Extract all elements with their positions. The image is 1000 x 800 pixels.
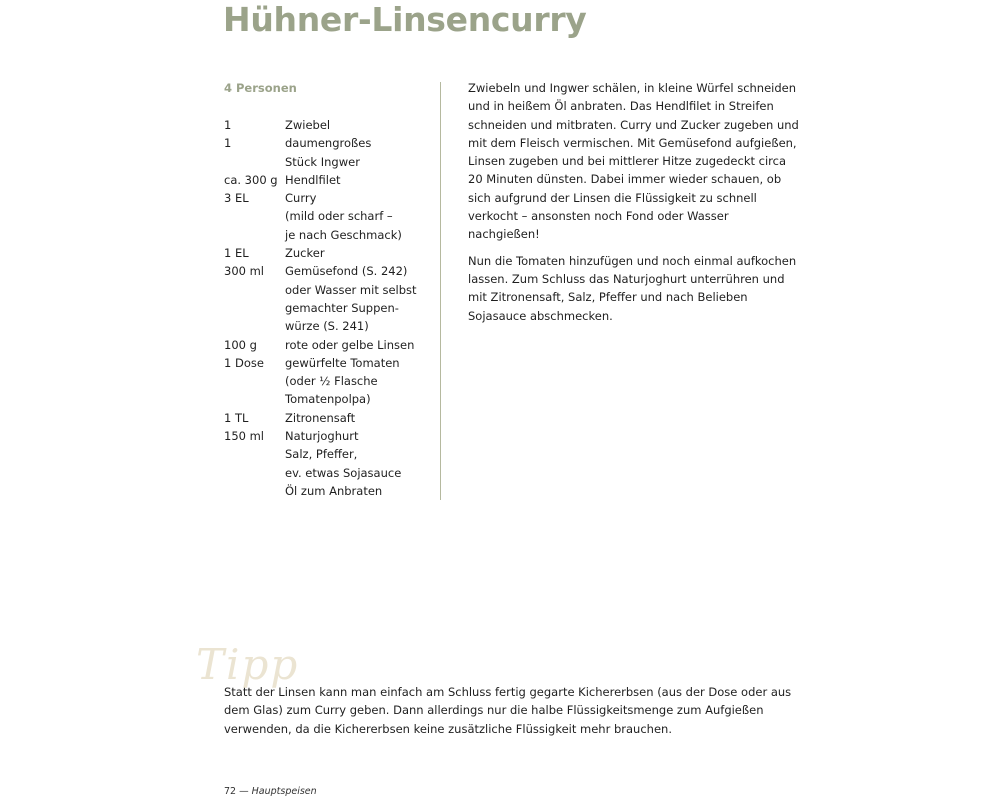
ingredient-row <box>224 134 434 171</box>
ingredient-quantity <box>224 445 285 500</box>
ingredient-quantity: 150 ml <box>224 429 265 444</box>
ingredient-name: gewürfelte Tomaten (oder ½ Flasche Tomatenpolpa) <box>285 355 400 407</box>
ingredient-row <box>224 409 434 427</box>
ingredient-quantity: 1 TL <box>224 410 249 425</box>
tip-text: Statt der Linsen kann man einfach am Schluss fertig gegarte Kichererbsen (aus der Dose oder aus dem Glas) zum Curry geben. Dann allerdings nur die halbe Flüssigkeitsmenge zum Aufgießen verwenden, da die Kichererbsen keine zusätzliche Flüssigkeit mehr brauchen. <box>224 685 792 736</box>
ingredient-row <box>224 171 434 189</box>
ingredient-name: Naturjoghurt <box>285 429 359 444</box>
ingredient-quantity: 300 ml <box>224 264 265 279</box>
ingredient-row <box>224 189 434 244</box>
ingredient-row <box>224 244 434 262</box>
ingredient-row <box>224 427 434 445</box>
servings-label: 4 Personen <box>224 81 297 95</box>
ingredient-quantity: 1 <box>224 118 232 132</box>
ingredient-row <box>224 336 434 354</box>
ingredient-quantity: ca. 300 g <box>224 172 278 187</box>
ingredient-row <box>224 354 434 409</box>
ingredient-name: Salz, Pfeffer, ev. etwas Sojasauce Öl zum Anbraten <box>285 447 402 498</box>
ingredient-name: Gemüsefond (S. 242) oder Wasser mit selbst gemachter Suppen- würze (S. 241) <box>285 264 417 334</box>
tip-label: Tipp <box>196 640 300 689</box>
footer-separator: — <box>239 786 249 797</box>
ingredient-quantity: 1 Dose <box>224 355 264 370</box>
ingredient-quantity: 100 g <box>224 337 257 352</box>
ingredient-name: Zwiebel <box>285 118 331 132</box>
column-divider <box>440 82 441 500</box>
ingredient-name: daumengroßes Stück Ingwer <box>285 136 372 169</box>
ingredient-list <box>224 116 434 500</box>
ingredient-row <box>224 445 434 500</box>
page-number: 72 <box>224 786 237 797</box>
method-paragraph: Zwiebeln und Ingwer schälen, in kleine Würfel schneiden und in heißem Öl anbraten. Das Hendlfilet in Streifen schneiden und mitbraten. Curry und Zucker zugeben und mit dem Fleisch vermischen. Mit Gemüsefond aufgießen, Linsen zugeben und bei mittlerer Hitze zugedeckt circa 20 Minuten dünsten. Dabei immer wieder schauen, ob sich aufgrund der Linsen die Flüssigkeit zu schnell verkocht – ansonsten noch Fond oder Wasser nachgießen! <box>468 81 799 242</box>
ingredient-name: Zitronensaft <box>285 410 356 425</box>
ingredient-row <box>224 262 434 335</box>
ingredient-name: Zucker <box>285 246 325 261</box>
ingredient-name: rote oder gelbe Linsen <box>285 337 415 352</box>
recipe-title: Hühner-Linsencurry <box>223 0 587 39</box>
method-paragraph: Nun die Tomaten hinzufügen und noch einmal aufkochen lassen. Zum Schluss das Naturjoghurt unterrühren und mit Zitronensaft, Salz, Pfeffer und nach Belieben Sojasauce abschmecken. <box>468 253 797 323</box>
ingredient-name: Curry (mild oder scharf – je nach Geschmack) <box>285 191 402 242</box>
section-name: Hauptspeisen <box>251 786 317 797</box>
ingredient-quantity: 3 EL <box>224 191 249 206</box>
ingredient-row <box>224 116 434 134</box>
page-footer <box>224 785 317 799</box>
ingredient-quantity: 1 <box>224 136 232 151</box>
ingredient-name: Hendlfilet <box>285 172 341 187</box>
method-text <box>468 79 803 333</box>
ingredient-quantity: 1 EL <box>224 246 249 261</box>
